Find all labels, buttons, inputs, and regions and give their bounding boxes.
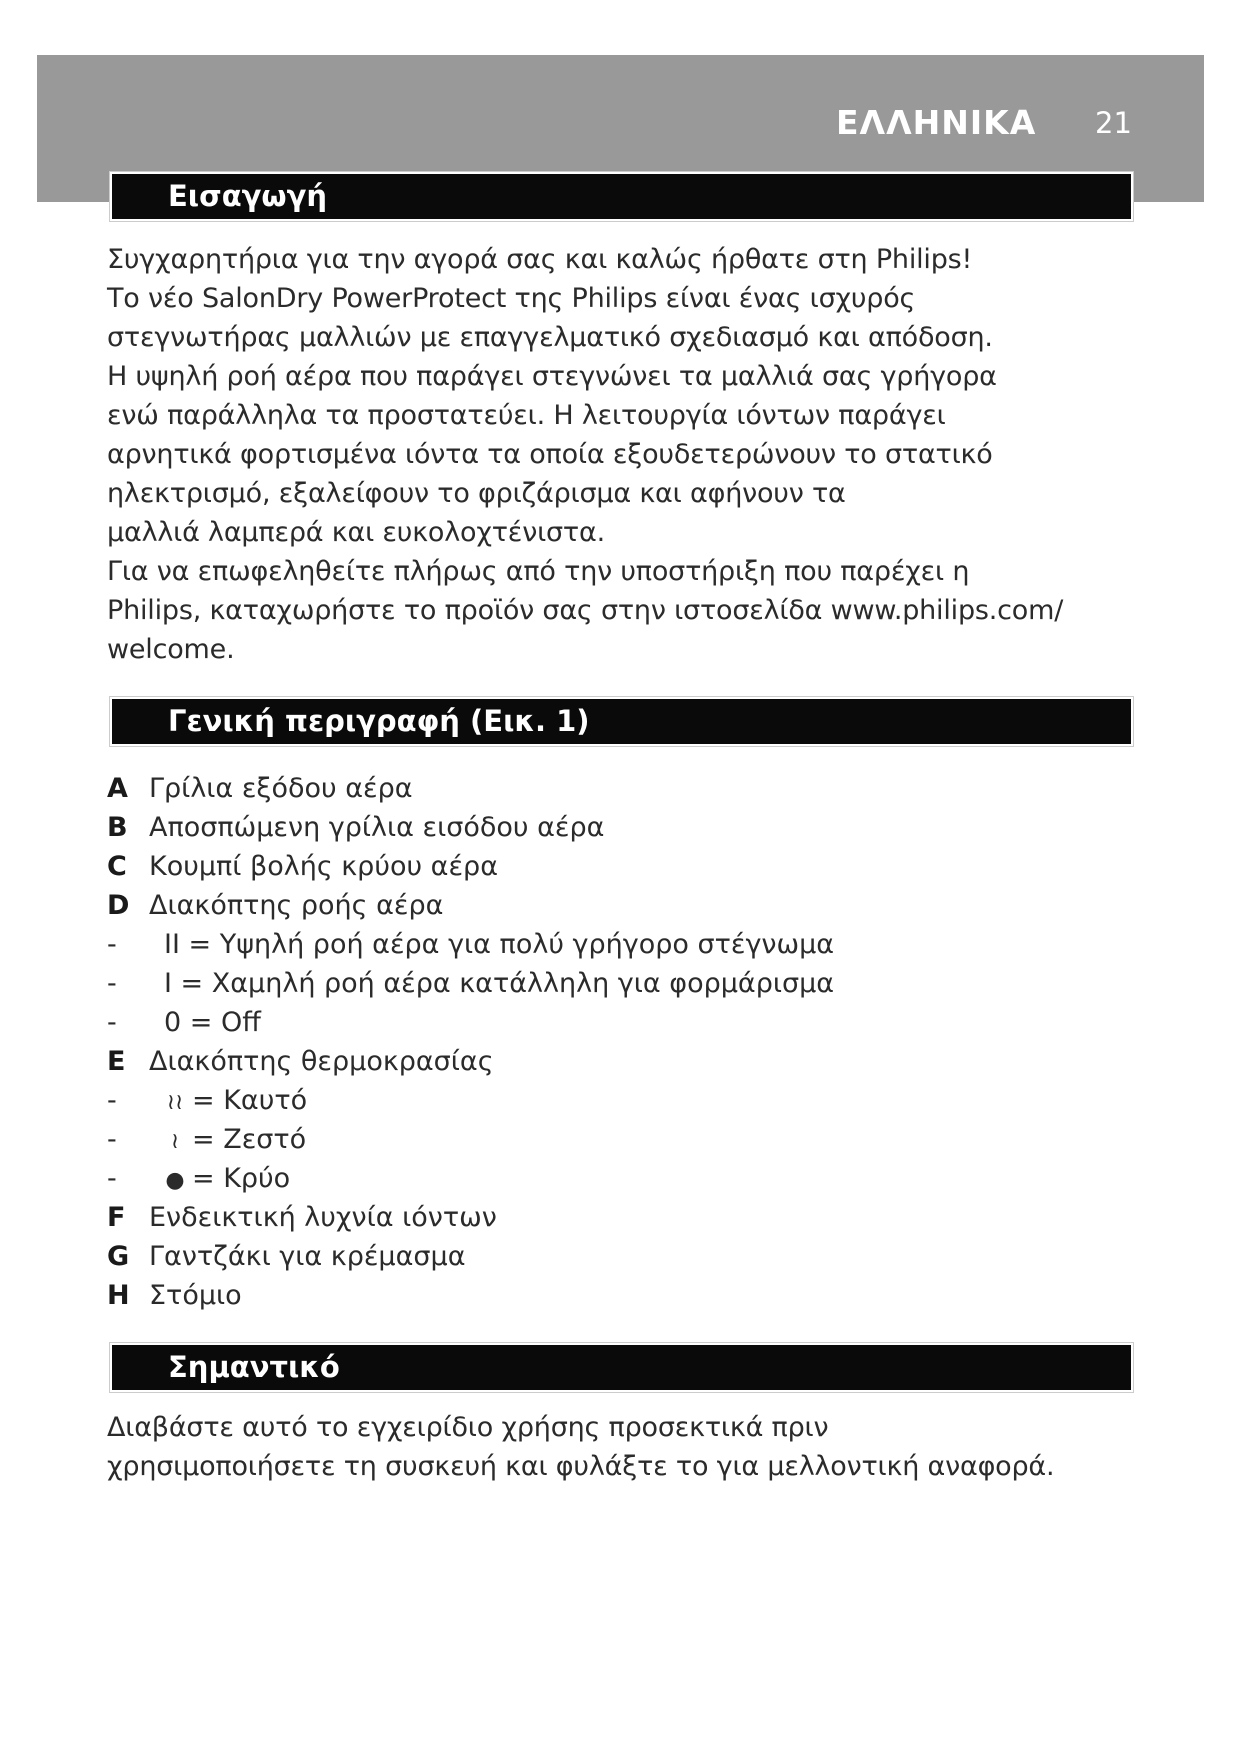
- text-line: χρησιμοποιήσετε τη συσκευή και φυλάξτε το για μελλοντική αναφορά.: [107, 1451, 1055, 1482]
- cold-symbol-icon: ●: [165, 1168, 185, 1193]
- setting-text: = Καυτό: [192, 1085, 308, 1116]
- text-line: μαλλιά λαμπερά και ευκολοχτένιστα.: [107, 517, 605, 548]
- part-letter: B: [107, 812, 128, 843]
- sub-list-item: [107, 925, 1107, 964]
- setting-text: I = Χαμηλή ροή αέρα κατάλληλη για φορμάρισμα: [164, 968, 835, 999]
- part-text: Διακόπτης ροής αέρα: [149, 890, 444, 921]
- page-number: 21: [1095, 106, 1132, 140]
- setting-text: = Ζεστό: [192, 1124, 307, 1155]
- part-text: Γαντζάκι για κρέμασμα: [149, 1241, 466, 1272]
- text-line: Για να επωφεληθείτε πλήρως από την υποστήριξη που παρέχει η: [107, 556, 970, 587]
- text-line: Διαβάστε αυτό το εγχειρίδιο χρήσης προσεκτικά πριν: [107, 1412, 829, 1443]
- part-letter: E: [107, 1046, 126, 1077]
- important-paragraph: [107, 1408, 1147, 1486]
- part-text: Στόμιο: [149, 1280, 242, 1311]
- text-line: Philips, καταχωρήστε το προϊόν σας στην ιστοσελίδα www.philips.com/: [107, 595, 1064, 626]
- sub-list-item: [107, 964, 1107, 1003]
- part-text: Κουμπί βολής κρύου αέρα: [149, 851, 498, 882]
- text-line: ενώ παράλληλα τα προστατεύει. Η λειτουργία ιόντων παράγει: [107, 400, 946, 431]
- sub-list-item: [107, 1003, 1107, 1042]
- section-heading-general: [110, 697, 1133, 746]
- setting-text: 0 = Off: [164, 1007, 261, 1038]
- warm-symbol-icon: ≀: [170, 1129, 180, 1154]
- text-line: Συγχαρητήρια για την αγορά σας και καλώς ήρθατε στη Philips!: [107, 244, 973, 275]
- list-item: [107, 886, 1107, 925]
- section-heading-important: [110, 1343, 1133, 1392]
- section-title: Σημαντικό: [168, 1350, 340, 1384]
- part-letter: F: [107, 1202, 126, 1233]
- part-letter: G: [107, 1241, 130, 1272]
- part-letter: A: [107, 773, 128, 804]
- setting-text: II = Υψηλή ροή αέρα για πολύ γρήγορο στέγνωμα: [164, 929, 835, 960]
- text-line: Η υψηλή ροή αέρα που παράγει στεγνώνει τα μαλλιά σας γρήγορα: [107, 361, 997, 392]
- text-line: αρνητικά φορτισμένα ιόντα τα οποία εξουδετερώνουν το στατικό: [107, 439, 993, 470]
- part-text: Ενδεικτική λυχνία ιόντων: [149, 1202, 497, 1233]
- bullet-dash: -: [107, 1124, 117, 1155]
- part-text: Αποσπώμενη γρίλια εισόδου αέρα: [149, 812, 605, 843]
- parts-list: [107, 769, 1107, 1315]
- setting-text: = Κρύο: [192, 1163, 291, 1194]
- text-line: στεγνωτήρας μαλλιών με επαγγελματικό σχεδιασμό και απόδοση.: [107, 322, 993, 353]
- list-item: [107, 1042, 1107, 1081]
- part-letter: H: [107, 1280, 130, 1311]
- bullet-dash: -: [107, 929, 117, 960]
- text-line: welcome.: [107, 634, 235, 665]
- intro-paragraph: [107, 240, 1147, 669]
- section-heading-intro: [110, 172, 1133, 221]
- bullet-dash: -: [107, 1163, 117, 1194]
- list-item: [107, 1198, 1107, 1237]
- sub-list-item: [107, 1159, 1107, 1198]
- text-line: Το νέο SalonDry PowerProtect της Philips είναι ένας ισχυρός: [107, 283, 916, 314]
- part-letter: D: [107, 890, 130, 921]
- bullet-dash: -: [107, 1085, 117, 1116]
- bullet-dash: -: [107, 1007, 117, 1038]
- list-item: [107, 847, 1107, 886]
- part-text: Διακόπτης θερμοκρασίας: [149, 1046, 494, 1077]
- part-text: Γρίλια εξόδου αέρα: [149, 773, 413, 804]
- sub-list-item: [107, 1120, 1107, 1159]
- section-title: Εισαγωγή: [168, 179, 327, 213]
- text-line: ηλεκτρισμό, εξαλείφουν το φριζάρισμα και αφήνουν τα: [107, 478, 846, 509]
- list-item: [107, 1276, 1107, 1315]
- list-item: [107, 808, 1107, 847]
- list-item: [107, 769, 1107, 808]
- sub-list-item: [107, 1081, 1107, 1120]
- section-title: Γενική περιγραφή (Εικ. 1): [168, 704, 590, 738]
- list-item: [107, 1237, 1107, 1276]
- hot-symbol-icon: ≀≀: [166, 1090, 184, 1115]
- part-letter: C: [107, 851, 127, 882]
- bullet-dash: -: [107, 968, 117, 999]
- language-title: ΕΛΛΗΝΙΚΑ: [836, 103, 1037, 142]
